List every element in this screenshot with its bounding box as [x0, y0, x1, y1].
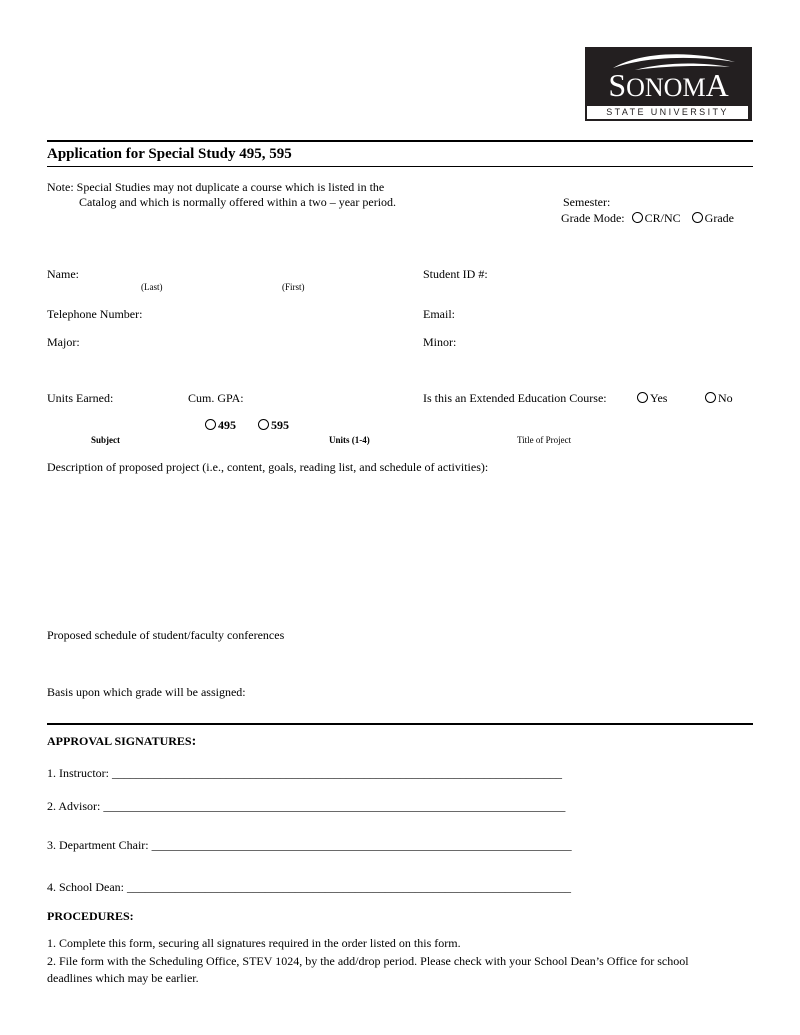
extended-ed-yes: [637, 391, 667, 406]
procedure-step-2: 2. File form with the Scheduling Office, STEV 1024, by the add/drop period. Please check with your School Dean’s Office for school: [47, 954, 689, 968]
instructor-signature-line[interactable]: 1. Instructor: ___________________________________________________________________________: [47, 766, 562, 780]
dean-signature-line[interactable]: 4. School Dean: __________________________________________________________________________: [47, 880, 571, 894]
chair-signature-line[interactable]: 3. Department Chair: ______________________________________________________________________: [47, 838, 572, 852]
grade-label: Grade: [704, 211, 734, 225]
course-595-option: [258, 418, 289, 433]
yes-label: Yes: [650, 391, 668, 405]
advisor-signature-line[interactable]: 2. Advisor: _____________________________________________________________________________: [47, 799, 566, 813]
cr-nc-label: CR/NC: [644, 211, 681, 225]
description-label: Description of proposed project (i.e., content, goals, reading list, and schedule of activities):: [47, 460, 489, 474]
first-name-hint: (First): [282, 282, 305, 292]
page-title: Application for Special Study 495, 595: [47, 146, 292, 162]
title-top-rule: [47, 140, 753, 142]
telephone-label: Telephone Number:: [47, 307, 143, 321]
note-line-1: Note: Special Studies may not duplicate a course which is listed in the: [47, 180, 385, 194]
major-label: Major:: [47, 335, 80, 349]
approval-rule: [47, 723, 753, 725]
grade-mode: [561, 211, 734, 226]
yes-radio[interactable]: [637, 392, 648, 403]
course-495-option: [205, 418, 236, 433]
basis-label: Basis upon which grade will be assigned:: [47, 685, 246, 699]
name-label: Name:: [47, 267, 79, 281]
course-495-radio[interactable]: [205, 419, 216, 430]
course-595-radio[interactable]: [258, 419, 269, 430]
extended-ed-no: [705, 391, 733, 406]
extended-ed-label: Is this an Extended Education Course:: [423, 391, 607, 405]
procedure-step-1: 1. Complete this form, securing all signatures required in the order listed on this form.: [47, 936, 461, 950]
note-line-2: Catalog and which is normally offered within a two – year period.: [79, 195, 397, 209]
cr-nc-radio[interactable]: [632, 212, 643, 223]
last-name-hint: (Last): [141, 282, 163, 292]
subject-caption: Subject: [91, 435, 120, 445]
procedure-step-2-cont: deadlines which may be earlier.: [47, 971, 199, 985]
procedures-heading: PROCEDURES:: [47, 909, 134, 923]
project-title-caption: Title of Project: [517, 435, 572, 445]
grade-radio[interactable]: [692, 212, 703, 223]
student-id-label: Student ID #:: [423, 267, 488, 281]
conferences-label: Proposed schedule of student/faculty conferences: [47, 628, 285, 642]
units-caption: Units (1-4): [329, 435, 370, 445]
email-label: Email:: [423, 307, 455, 321]
university-logo: [585, 47, 752, 121]
no-label: No: [718, 391, 733, 405]
logo-name: SONOMA: [608, 67, 729, 103]
course-495-label: 495: [218, 418, 236, 432]
cum-gpa-label: Cum. GPA:: [188, 391, 244, 405]
title-bottom-rule: [47, 166, 753, 167]
semester-label: Semester:: [563, 195, 611, 209]
no-radio[interactable]: [705, 392, 716, 403]
approval-heading: APPROVAL SIGNATURES:: [47, 734, 197, 749]
grade-mode-label: Grade Mode:: [561, 211, 625, 225]
minor-label: Minor:: [423, 335, 457, 349]
course-595-label: 595: [271, 418, 289, 432]
logo-subtitle: STATE UNIVERSITY: [587, 106, 748, 119]
units-earned-label: Units Earned:: [47, 391, 114, 405]
